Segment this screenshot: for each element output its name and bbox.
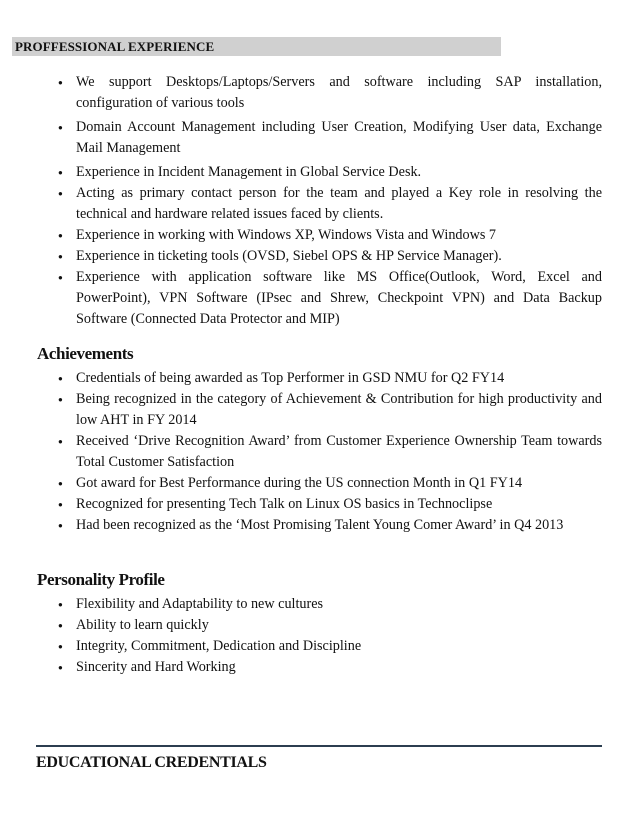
list-item: ● Received ‘Drive Recognition Award’ from Customer Experience Ownership Team towards Total Customer Satisfaction [56,431,602,473]
list-item: ● Acting as primary contact person for the team and played a Key role in resolving the technical and hardware related issues faced by clients. [56,183,602,225]
list-item: ● We support Desktops/Laptops/Servers and software including SAP installation, configuration of various tools [56,72,602,114]
achievements-heading: Achievements [37,344,134,363]
experience-list [56,72,602,330]
achievements-list [56,368,602,536]
list-item: ● Got award for Best Performance during the US connection Month in Q1 FY14 [56,473,602,494]
experience-heading-banner [12,37,501,56]
list-item: ● Being recognized in the category of Achievement & Contribution for high productivity and low AHT in FY 2014 [56,389,602,431]
list-item: ● Experience in ticketing tools (OVSD, Siebel OPS & HP Service Manager). [56,246,602,267]
list-item: ● Domain Account Management including User Creation, Modifying User data, Exchange Mail Management [56,117,602,159]
list-item: ● Experience in Incident Management in Global Service Desk. [56,162,602,183]
personality-heading: Personality Profile [37,570,165,589]
list-item: ● Experience with application software like MS Office(Outlook, Word, Excel and PowerPoint), VPN Software (IPsec and Shrew, Checkpoint VPN) and Data Backup Software (Connected Data Protector and MIP) [56,267,602,330]
personality-list [56,594,602,678]
education-heading: EDUCATIONAL CREDENTIALS [36,754,267,771]
list-item: ● Recognized for presenting Tech Talk on Linux OS basics in Technoclipse [56,494,602,515]
list-item: ● Credentials of being awarded as Top Performer in GSD NMU for Q2 FY14 [56,368,602,389]
list-item: ● Ability to learn quickly [56,615,602,636]
experience-heading: PROFFESSIONAL EXPERIENCE [15,39,215,54]
list-item: ● Sincerity and Hard Working [56,657,602,678]
list-item: ● Flexibility and Adaptability to new cultures [56,594,602,615]
list-item: ● Experience in working with Windows XP, Windows Vista and Windows 7 [56,225,602,246]
list-item: ● Had been recognized as the ‘Most Promising Talent Young Comer Award’ in Q4 2013 [56,515,602,536]
list-item: ● Integrity, Commitment, Dedication and Discipline [56,636,602,657]
section-divider [36,745,602,747]
